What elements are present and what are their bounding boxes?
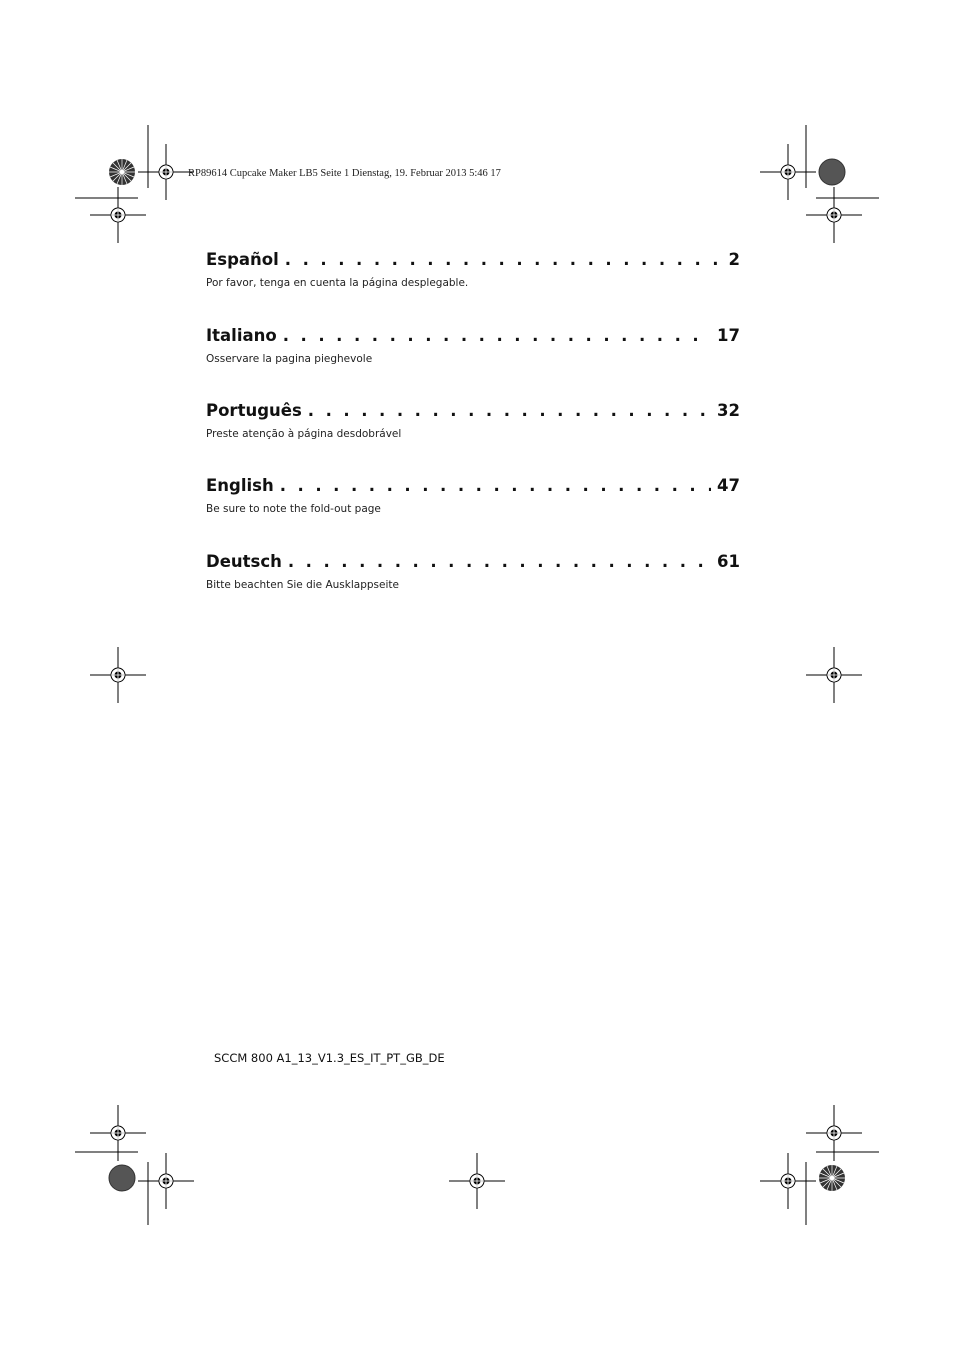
toc-page-number: 32 xyxy=(717,401,740,420)
toc-entry-note: Osservare la pagina pieghevole xyxy=(206,353,373,365)
toc-entry-note: Be sure to note the fold-out page xyxy=(206,503,381,515)
toc-entry-title: Italiano xyxy=(206,326,277,345)
toc-entry-note: Bitte beachten Sie die Ausklappseite xyxy=(206,579,399,591)
dot-leader xyxy=(280,476,711,495)
document-code: SCCM 800 A1_13_V1.3_ES_IT_PT_GB_DE xyxy=(214,1051,445,1065)
toc-entry-espanol[interactable] xyxy=(206,250,740,289)
toc-entry-title: Español xyxy=(206,250,279,269)
toc-entry-deutsch[interactable] xyxy=(206,552,740,591)
dot-leader xyxy=(288,552,711,571)
toc-page-number: 61 xyxy=(717,552,740,571)
toc-entry-note: Preste atenção à página desdobrável xyxy=(206,428,402,440)
toc-entry-title: English xyxy=(206,476,274,495)
dot-leader xyxy=(283,326,711,345)
toc-entry-portugues[interactable] xyxy=(206,401,740,440)
toc-entry-note: Por favor, tenga en cuenta la página desplegable. xyxy=(206,277,469,289)
toc-page-number: 17 xyxy=(717,326,740,345)
toc-entry-title: Português xyxy=(206,401,302,420)
toc-entry-english[interactable] xyxy=(206,476,740,515)
toc-page-number: 47 xyxy=(717,476,740,495)
toc-entry-italiano[interactable] xyxy=(206,326,740,365)
toc-entry-title: Deutsch xyxy=(206,552,282,571)
dot-leader xyxy=(285,250,723,269)
toc-page-number: 2 xyxy=(728,250,740,269)
print-slug: RP89614 Cupcake Maker LB5 Seite 1 Dienstag, 19. Februar 2013 5:46 17 xyxy=(188,168,501,179)
dot-leader xyxy=(308,401,711,420)
